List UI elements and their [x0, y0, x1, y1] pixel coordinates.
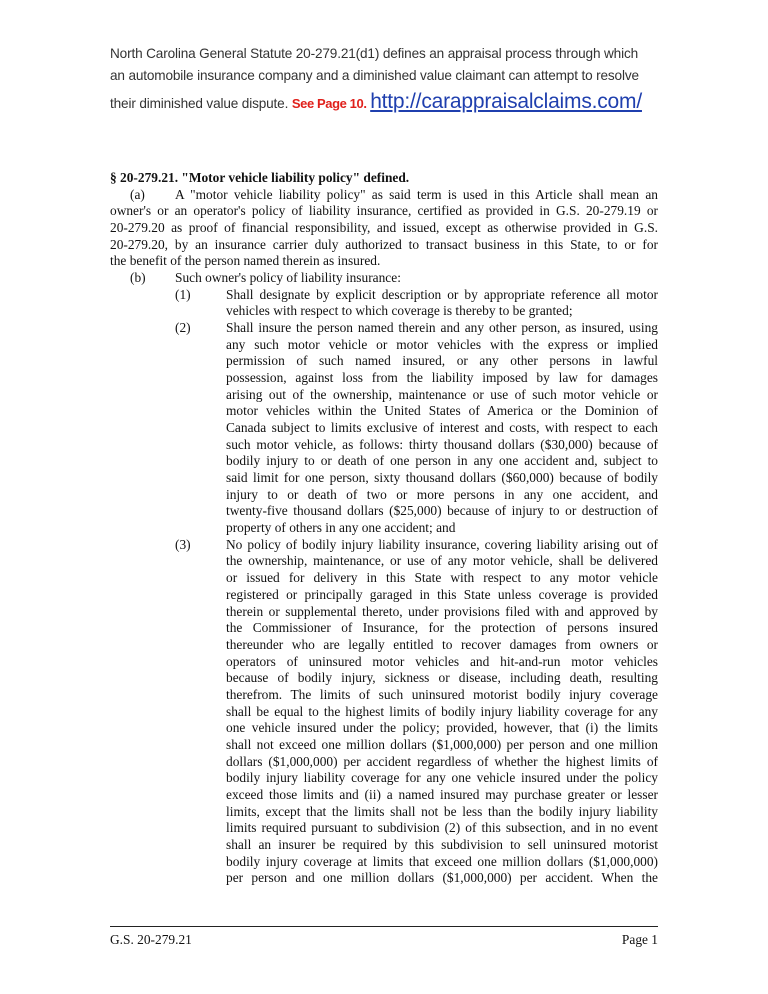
subdivision-text: [226, 287, 658, 320]
text-line: shall be equal to the highest limits of bodily injury liability coverage for any: [226, 703, 658, 719]
paragraph-first-line: [110, 187, 658, 204]
text-line: 20-279.20 as proof of financial responsibility, and issued, except as otherwise provided in G.S.: [110, 220, 658, 236]
text-line: therein or supplemental thereto, under provisions filed with and approved by: [226, 603, 658, 619]
subdivision-text: [226, 320, 658, 537]
text-line: such motor vehicle, as follows: thirty thousand dollars ($30,000) because of: [226, 436, 658, 452]
text-line: registered or principally garaged in this State unless coverage is provided: [226, 586, 658, 602]
text-line: 20-279.20, by an insurance carrier duly authorized to transact business in this State, to or for: [110, 236, 658, 252]
header-line-3-text: their diminished value dispute.: [110, 96, 292, 111]
text-line: thereunder who are legally entitled to recover damages from owners or: [226, 636, 658, 652]
header-line-1: North Carolina General Statute 20-279.21(d1) defines an appraisal process through which: [110, 46, 638, 61]
text-line: property of others in any one accident; and: [226, 520, 456, 536]
text-line: one vehicle insured under the policy; provided, however, that (i) the limits: [226, 720, 658, 736]
text-line: therefrom. The limits of such uninsured motorist bodily injury coverage: [226, 686, 658, 702]
footer-citation: G.S. 20-279.21: [110, 932, 192, 947]
text-line: shall an insurer be required by this subdivision to sell uninsured motorist: [226, 836, 658, 852]
subdivision-label: (3): [175, 536, 191, 552]
text-line: twenty-five thousand dollars ($25,000) because of injury to or destruction of: [226, 503, 658, 519]
subdivision-item: [110, 320, 658, 537]
text-line: bodily injury to or death of one person in any one accident and, subject to: [226, 453, 658, 469]
text-line: operators of uninsured motor vehicles and hit-and-run motor vehicles: [226, 653, 658, 669]
text-line: said limit for one person, sixty thousand dollars ($60,000) because of bodily: [226, 470, 658, 486]
paragraph-first-line: [110, 270, 658, 287]
text-line: possession, against loss from the liability imposed by law for damages: [226, 370, 658, 386]
text-line: Shall designate by explicit description or by appropriate reference all motor: [226, 286, 658, 302]
statute-body: [110, 170, 658, 887]
text-line: owner's or an operator's policy of liability insurance, certified as provided in G.S. 20-279.19 or: [110, 203, 658, 219]
text-line: Such owner's policy of liability insurance:: [175, 270, 401, 286]
text-line: any such motor vehicle or motor vehicles with the express or implied: [226, 336, 658, 352]
subdivision-item: [110, 537, 658, 887]
text-line: bodily injury coverage at limits that exceed one million dollars ($1,000,000): [226, 853, 658, 869]
text-line: limits, except that the limits shall not be less than the bodily injury liability: [226, 803, 658, 819]
text-line: exceed those limits and (ii) a named insured may purchase greater or lesser: [226, 786, 658, 802]
text-line: bodily injury liability coverage for any one vehicle insured under the policy: [226, 770, 658, 786]
text-line: motor vehicles within the United States of America or the Dominion of: [226, 403, 658, 419]
text-line: injury to or death of two or more persons in any one accident, and: [226, 486, 658, 502]
section-heading: § 20-279.21. "Motor vehicle liability policy" defined.: [110, 170, 410, 185]
text-line: or issued for delivery in this State with respect to any motor vehicle: [226, 570, 658, 586]
text-line: limits required pursuant to subdivision (2) of this subsection, and in no event: [226, 820, 658, 836]
see-page-note: See Page 10.: [291, 96, 367, 111]
footer-divider: [110, 926, 658, 927]
subdivision-text: [226, 537, 658, 887]
page-number: Page 1: [621, 932, 658, 947]
header-line-2: an automobile insurance company and a diminished value claimant can attempt to resolve: [110, 68, 639, 83]
paragraph-label: (b): [130, 270, 146, 286]
text-line: arising out of the ownership, maintenance or use of such motor vehicle or: [226, 386, 658, 402]
text-line: because of bodily injury, sickness or disease, including death, resulting: [226, 670, 658, 686]
subdivision-label: (1): [175, 286, 191, 302]
subdivision-label: (2): [175, 320, 191, 336]
paragraph-label: (a): [130, 186, 145, 202]
text-line: the benefit of the person named therein as insured.: [110, 253, 381, 269]
text-line: Canada subject to limits exclusive of interest and costs, with respect to each: [226, 420, 658, 436]
text-line: the Commissioner of Insurance, for the protection of persons insured: [226, 620, 658, 636]
text-line: Shall insure the person named therein and any other person, as insured, using: [226, 320, 658, 336]
text-line: permission of such named insured, or any other persons in lawful: [226, 353, 658, 369]
text-line: vehicles with respect to which coverage is thereby to be granted;: [226, 303, 573, 319]
text-line: the ownership, maintenance, or use of any motor vehicle, shall be delivered: [226, 553, 658, 569]
text-line: No policy of bodily injury liability insurance, covering liability arising out of: [226, 536, 658, 552]
website-link[interactable]: http://carappraisalclaims.com/: [370, 90, 642, 113]
text-line: A "motor vehicle liability policy" as said term is used in this Article shall mean an: [175, 186, 658, 202]
text-line: shall not exceed one million dollars ($1,000,000) per person and one million: [226, 736, 658, 752]
header-line-3: [110, 90, 642, 114]
text-line: dollars ($1,000,000) per accident regardless of whether the highest limits of: [226, 753, 658, 769]
subdivision-item: [110, 287, 658, 320]
text-line: per person and one million dollars ($1,000,000) per accident. When the: [226, 870, 658, 886]
